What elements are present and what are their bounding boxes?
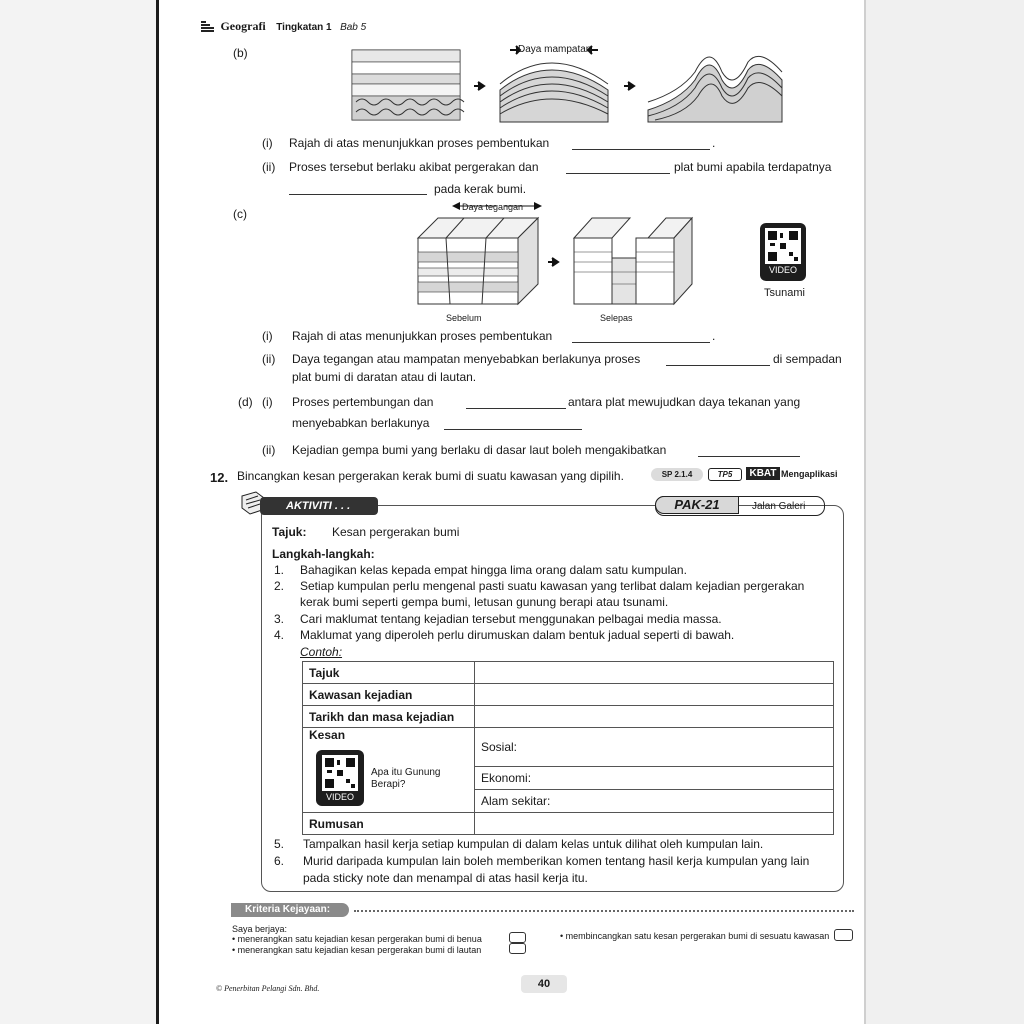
- tajuk-value: Kesan pergerakan bumi: [332, 525, 460, 539]
- fig-b-label: Daya mampatan: [518, 44, 592, 55]
- example-table: [302, 661, 834, 835]
- kriteria-text: menerangkan satu kejadian kesan pergerakan bumi di lautan: [237, 945, 482, 955]
- sosial-cell[interactable]: [475, 728, 834, 767]
- table-row: [303, 813, 834, 835]
- kriteria-item: • membincangkan satu kesan pergerakan bumi di sesuatu kawasan: [560, 931, 830, 941]
- graben-diagram: [416, 200, 696, 310]
- kriteria-text: menerangkan satu kejadian kesan pergerakan bumi di benua: [237, 934, 482, 944]
- pak-type: Jalan Galeri: [752, 501, 806, 512]
- step-text-cont: kerak bumi seperti gempa bumi, letusan gunung berapi atau tsunami.: [300, 595, 669, 609]
- alam-cell[interactable]: [475, 789, 834, 812]
- b-ii-num: (ii): [262, 160, 276, 174]
- kriteria-intro: Saya berjaya:: [232, 924, 288, 934]
- kriteria-item: • menerangkan satu kejadian kesan pergerakan bumi di lautan: [232, 945, 482, 955]
- step-text: Maklumat yang diperoleh perlu dirumuskan dalam bentuk jadual seperti di bawah.: [300, 628, 735, 642]
- sp-badge: SP 2.1.4: [651, 468, 703, 481]
- step-num: 1.: [274, 563, 285, 577]
- step-num: 4.: [274, 628, 285, 642]
- label-d: (d): [238, 395, 253, 409]
- tp-badge: TP5: [708, 468, 742, 481]
- steps-heading: Langkah-langkah:: [272, 547, 375, 561]
- activity-banner: AKTIVITI . . .: [260, 497, 378, 515]
- row-label: Kawasan kejadian: [303, 684, 475, 706]
- c-i-num: (i): [262, 329, 273, 343]
- strong-fold-figure: [648, 56, 782, 122]
- kriteria-title: Kriteria Kejayaan:: [231, 903, 349, 917]
- tajuk-label: Tajuk:: [272, 525, 307, 539]
- b-ii-text-a: Proses tersebut berlaku akibat pergerakan dan: [289, 160, 539, 174]
- b-ii-text-b: plat bumi apabila terdapatnya: [674, 160, 832, 174]
- fig-c-label: Daya tegangan: [462, 202, 524, 212]
- d-i-text-a: Proses pertembungan dan: [292, 395, 434, 409]
- row-label: Tarikh dan masa kejadian: [303, 706, 475, 728]
- step-text: Bahagikan kelas kepada empat hingga lima orang dalam satu kumpulan.: [300, 563, 687, 577]
- kbat-badge: KBAT: [746, 467, 780, 480]
- qr-video-label: VIDEO: [325, 792, 354, 802]
- step-text: Murid daripada kumpulan lain boleh memberikan komen tentang hasil kerja kumpulan yang lain: [303, 854, 810, 868]
- d-ii-text: Kejadian gempa bumi yang berlaku di dasar laut boleh mengakibatkan: [292, 443, 667, 457]
- d-i-text-c: menyebabkan berlakunya: [292, 416, 430, 430]
- c-ii-text-c: plat bumi di daratan atau di lautan.: [292, 370, 477, 384]
- subject: Geografi: [220, 19, 266, 33]
- step-text: Setiap kumpulan perlu mengenal pasti suatu kawasan yang terlibat dalam kejadian pergerakan: [300, 579, 805, 593]
- checkbox[interactable]: [509, 943, 526, 954]
- row-label: Rumusan: [303, 813, 475, 835]
- step-num: 5.: [274, 837, 285, 851]
- table-row: [303, 662, 834, 684]
- qr-caption-1: Apa itu Gunung: [371, 767, 441, 778]
- label-c: (c): [233, 207, 247, 221]
- kbat-level: Mengaplikasi: [781, 469, 838, 479]
- row-label: Tajuk: [303, 662, 475, 684]
- step-text-cont: pada sticky note dan menampal di atas hasil kerja itu.: [303, 871, 588, 885]
- answer-blank[interactable]: [566, 172, 670, 174]
- b-i-num: (i): [262, 136, 273, 150]
- kriteria-text: membincangkan satu kesan pergerakan bumi di sesuatu kawasan: [565, 931, 830, 941]
- step-text: Cari maklumat tentang kejadian tersebut menggunakan pelbagai media massa.: [300, 612, 722, 626]
- ekonomi-cell[interactable]: [475, 766, 834, 789]
- step-text: Tampalkan hasil kerja setiap kumpulan di dalam kelas untuk dilihat oleh kumpulan lain.: [303, 837, 764, 851]
- contoh-label: Contoh:: [300, 645, 343, 659]
- label-b: (b): [233, 46, 248, 60]
- checkbox[interactable]: [834, 929, 853, 941]
- publisher: © Penerbitan Pelangi Sdn. Bhd.: [216, 984, 320, 993]
- page-left-margin: [0, 0, 158, 1024]
- answer-blank[interactable]: [289, 193, 427, 195]
- dotted-divider: [354, 910, 854, 912]
- level: Tingkatan 1: [276, 22, 332, 33]
- c-i-text: Rajah di atas menunjukkan proses pembentukan: [292, 329, 553, 343]
- qr-video-volcano[interactable]: [316, 750, 364, 806]
- answer-blank[interactable]: [572, 341, 710, 343]
- page-number: 40: [521, 975, 567, 993]
- checkbox[interactable]: [509, 932, 526, 943]
- step-num: 3.: [274, 612, 285, 626]
- table-row: [303, 706, 834, 728]
- d-ii-num: (ii): [262, 443, 276, 457]
- chapter: Bab 5: [340, 22, 367, 33]
- page-right-margin: [866, 0, 1024, 1024]
- answer-blank[interactable]: [466, 407, 566, 409]
- before-caption: Sebelum: [446, 313, 482, 323]
- c-ii-text-a: Daya tegangan atau mampatan menyebabkan berlakunya proses: [292, 352, 641, 366]
- step-num: 6.: [274, 854, 285, 868]
- book-logo-icon: [200, 19, 216, 33]
- ekonomi-label: Ekonomi:: [481, 770, 532, 785]
- qr-video-tsunami[interactable]: [760, 223, 806, 281]
- after-caption: Selepas: [600, 313, 633, 323]
- c-ii-text-b: di sempadan: [773, 352, 842, 366]
- b-i-text: Rajah di atas menunjukkan proses pembentukan: [289, 136, 550, 150]
- step-num: 2.: [274, 579, 285, 593]
- answer-blank[interactable]: [444, 428, 582, 430]
- qr-caption-2: Berapi?: [371, 779, 406, 790]
- qr-video-label: VIDEO: [768, 265, 797, 275]
- header: [200, 17, 366, 35]
- kriteria-item: • menerangkan satu kejadian kesan pergerakan bumi di benua: [232, 934, 482, 944]
- binding-edge: [156, 0, 159, 1024]
- after-block-figure: [574, 218, 692, 304]
- d-i-num: (i): [262, 395, 273, 409]
- pak-label: PAK-21: [655, 496, 739, 514]
- table-cell[interactable]: [475, 684, 834, 706]
- sosial-label: Sosial:: [481, 739, 518, 754]
- qr-caption: Tsunami: [764, 287, 805, 299]
- qr-code-icon: [765, 228, 801, 264]
- table-cell[interactable]: [475, 662, 834, 684]
- alam-label: Alam sekitar:: [481, 793, 551, 808]
- table-row: [303, 684, 834, 706]
- row-label: Kesan: [309, 728, 346, 742]
- qr-code-icon: [322, 755, 358, 791]
- gentle-fold-figure: [500, 46, 608, 122]
- d-i-text-b: antara plat mewujudkan daya tekanan yang: [568, 395, 801, 409]
- answer-blank[interactable]: [666, 364, 770, 366]
- before-block-figure: [418, 218, 538, 304]
- q12-number: 12.: [210, 470, 229, 485]
- table-row: [303, 728, 834, 767]
- answer-blank[interactable]: [572, 148, 710, 150]
- table-cell[interactable]: [475, 706, 834, 728]
- b-ii-text-c: pada kerak bumi.: [434, 182, 527, 196]
- answer-blank[interactable]: [698, 455, 800, 457]
- c-ii-num: (ii): [262, 352, 276, 366]
- table-cell[interactable]: [475, 813, 834, 835]
- q12-text: Bincangkan kesan pergerakan kerak bumi di suatu kawasan yang dipilih.: [237, 469, 624, 483]
- flat-layers-figure: [352, 50, 464, 120]
